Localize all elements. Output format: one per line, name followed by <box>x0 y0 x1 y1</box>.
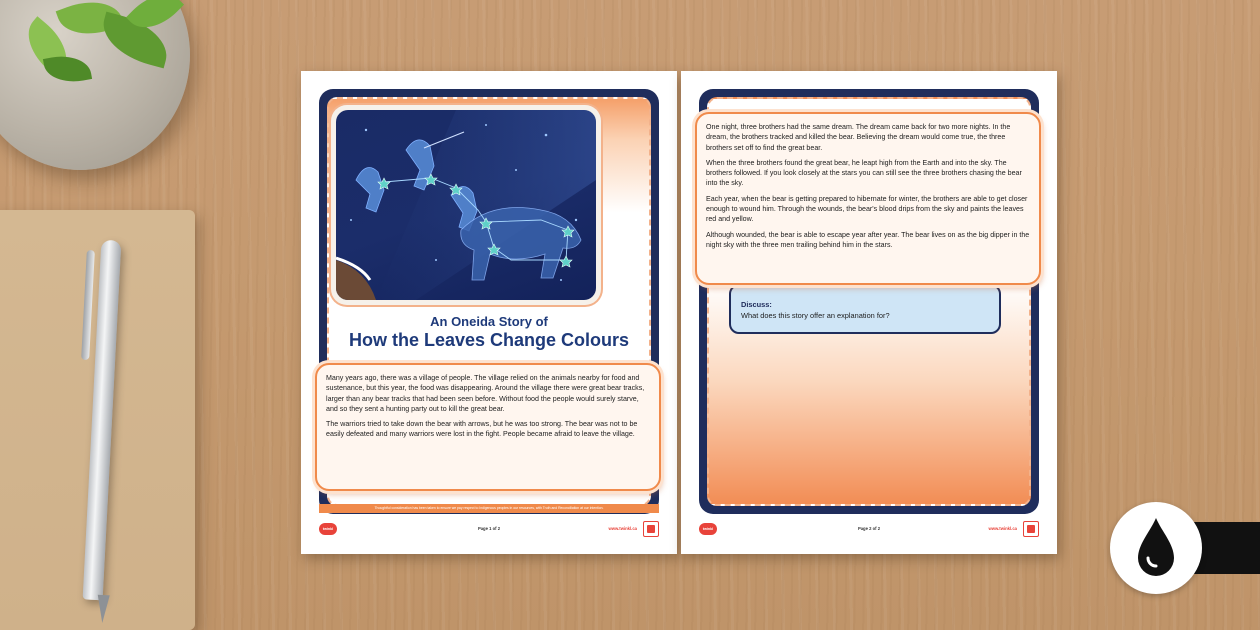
page-footer <box>699 520 1039 540</box>
ink-saver-button[interactable] <box>1110 502 1202 594</box>
story-illustration <box>331 105 601 305</box>
worksheet-page-1 <box>301 71 677 554</box>
twinkl-logo: twinkl <box>319 523 337 535</box>
twinkl-logo: twinkl <box>699 523 717 535</box>
story-subtitle: An Oneida Story of <box>430 314 548 329</box>
site-url: www.twinkl.ca <box>608 526 637 531</box>
disclaimer-strip: Thoughtful consideration has been taken to ensure we pay respect to Indigenous peoples in our resources, with Truth and Reconciliation at our intention. <box>319 504 659 513</box>
discuss-question: What does this story offer an explanation for? <box>741 311 890 320</box>
story-text-box <box>695 112 1041 285</box>
story-paragraph: One night, three brothers had the same dream. The dream came back for two more nights. In the dream, the brothers tracked and killed the bear. Believing the dream would come true, the three brothers set off to find the great bear. <box>706 123 1011 152</box>
story-paragraph: The warriors tried to take down the bear with arrows, but he was too strong. The bear was not to be easily defeated and many warriors were lost in the fight. People became afraid to leave the village. <box>326 420 638 439</box>
discuss-box <box>729 284 1001 334</box>
page-number: Page 2 of 2 <box>857 526 881 531</box>
page-footer <box>319 520 659 540</box>
story-paragraph: Although wounded, the bear is able to escape year after year. The bear lives on as the big dipper in the night sky with the three men trailing behind him in the stars. <box>706 230 1030 249</box>
constellation-illustration <box>336 110 596 300</box>
site-url: www.twinkl.ca <box>988 526 1017 531</box>
quality-badge-icon <box>643 521 659 537</box>
story-paragraph: Each year, when the bear is getting prepared to hibernate for winter, the brothers are able to get closer enough to wound him. Through the wounds, the bear's blood drips from the sky and paints the leaves red and yellow. <box>706 194 1028 224</box>
pen-tip <box>96 595 109 624</box>
story-paragraph: When the three brothers found the great bear, he leapt high from the Earth and into the sky. The brothers followed. If you look closely at the stars you can still see the three brothers chasing the bear into the sky. <box>706 158 1022 188</box>
page-number: Page 1 of 2 <box>477 526 501 531</box>
ink-drop-icon <box>1110 502 1202 594</box>
story-title: How the Leaves Change Colours <box>348 330 630 350</box>
story-text-box <box>315 363 661 491</box>
discuss-heading: Discuss: <box>741 300 772 309</box>
story-paragraph: Many years ago, there was a village of people. The village relied on the animals nearby for food and sustenance, but this year, the food was disappearing. Around the village there were great bear tracks, larger than any bear tracks that had been seen before. Without food the people would surely starve, and so they sent a hunting party out to kill the great bear. <box>326 374 645 413</box>
quality-badge-icon <box>1023 521 1039 537</box>
worksheet-page-2 <box>681 71 1057 554</box>
night-sky-illustration <box>336 110 596 300</box>
